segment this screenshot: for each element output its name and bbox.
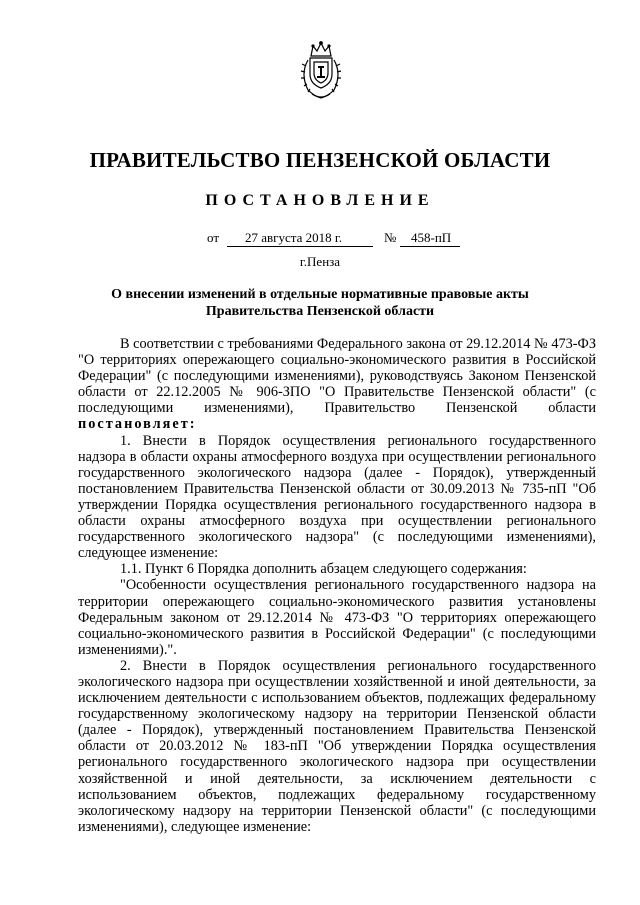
date-prefix: от [207, 230, 220, 245]
document-date: 27 августа 2018 г. [245, 230, 342, 245]
document-type: ПОСТАНОВЛЕНИЕ [205, 192, 435, 209]
paragraph-item-1-1: 1.1. Пункт 6 Порядка дополнить абзацем следующего содержания: [120, 561, 527, 578]
paragraph-quote-1: "Особенности осуществления регионального государственного надзора на территории опережающего социально-экономического развития установлены Федеральным законом от 29.12.2014 № 473-ФЗ "О территориях опережающего социально-экономического развития в Российской Федерации" (с последующими изменениями).". [78, 577, 596, 658]
paragraph-item-2: 2. Внести в Порядок осуществления регионального государственного экологического надзора при осуществлении хозяйственной и иной деятельности, за исключением деятельности с использованием объектов, подлежащих федеральному государственному экологическому надзору на территории Пензенской области (далее - Порядок), утвержденный постановлением Правительства Пензенской области от 20.03.2012 № 183-пП "Об утверждении Порядка осуществления регионального государственного экологического надзора при осуществлении хозяйственной и иной деятельности, за исключением деятельности с использованием объектов, подлежащих федеральному государственному экологическому надзору на территории Пензенской области" (с последующими изменениями), следующее изменение: [78, 657, 596, 835]
city: г.Пенза [299, 254, 341, 269]
number-sign: № [384, 230, 397, 245]
document-body [78, 336, 596, 835]
paragraph-item-1: 1. Внести в Порядок осуществления регионального государственного надзора в области охраны атмосферного воздуха при осуществлении регионального государственного экологического надзора (далее - Порядок), утвержденный постановлением Правительства Пензенской области от 30.09.2013 № 735-пП "Об утверждении Порядка осуществления регионального государственного надзора в области охраны атмосферного воздуха при осуществлении регионального государственного экологического надзора" (с последующими изменениями), следующее изменение: [78, 432, 596, 562]
paragraph-preamble [78, 336, 596, 433]
document-title [90, 286, 550, 320]
title-line-2: Правительства Пензенской области [205, 304, 435, 319]
coat-of-arms-emblem [296, 40, 346, 102]
title-line-1: О внесении изменений в отдельные нормативные правовые акты [111, 287, 529, 302]
resolves-word: постановляет: [78, 416, 197, 433]
document-number: 458-пП [411, 230, 452, 245]
number-underline [400, 246, 460, 247]
date-underline [227, 246, 373, 247]
preamble-text: В соответствии с требованиями Федерального закона от 29.12.2014 № 473-ФЗ "О территориях опережающего социально-экономического развития в Российской Федерации" (с последующими изменениями), руководствуясь Законом Пензенской области от 22.12.2005 № 906-ЗПО "О Правительстве Пензенской области" (с последующими изменениями), Правительство Пензенской области [78, 336, 596, 417]
government-title: ПРАВИТЕЛЬСТВО ПЕНЗЕНСКОЙ ОБЛАСТИ [89, 148, 551, 172]
